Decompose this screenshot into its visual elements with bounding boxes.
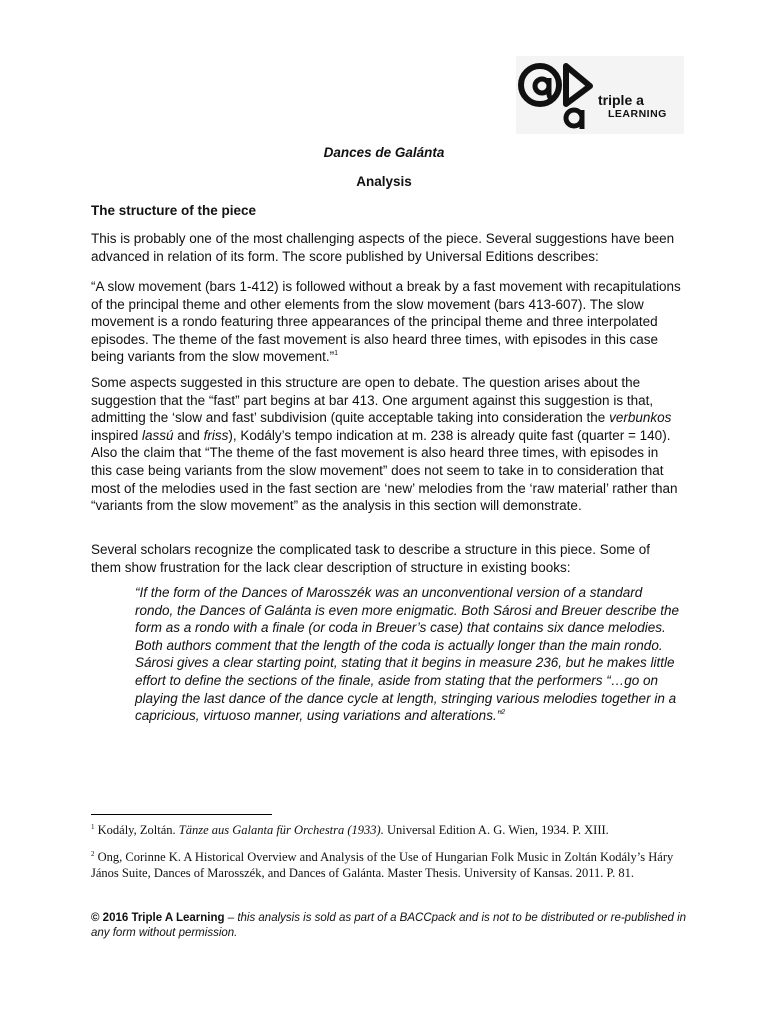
copyright-terms: – this analysis is sold as part of a BACCpack and is not to be distributed or re-published in any form without permission. [91, 912, 687, 939]
copyright-holder: © 2016 Triple A Learning [91, 912, 225, 924]
paragraph-score-quote [91, 278, 683, 366]
term-friss: friss [203, 427, 229, 443]
footnote-2-text: Ong, Corinne K. A Historical Overview and Analysis of the Use of Hungarian Folk Music in Zoltán Kodály’s Háry János Suite, Dances of Marosszék, and Dances of Galánta. Master Thesis. University of Kansas. 2011. P. 81. [91, 850, 674, 880]
term-lassu: lassú [142, 427, 174, 443]
section-heading: The structure of the piece [91, 203, 257, 218]
footnote-1-number: 1 [91, 823, 95, 831]
footnote-1-publisher: Universal Edition A. G. Wien, 1934. P. XIII. [383, 823, 609, 837]
copyright-notice [91, 911, 691, 941]
paragraph-debate [91, 374, 683, 515]
paragraph-scholars: Several scholars recognize the complicated task to describe a structure in this piece. Some of them show frustration for the lack clear description of structure in existing books: [91, 542, 651, 575]
term-verbunkos: verbunkos [609, 410, 672, 426]
footnote-ref-2[interactable]: 2 [501, 709, 506, 717]
debate-text-e: and [173, 427, 204, 443]
footnote-1-author: Kodály, Zoltán. [94, 823, 179, 837]
debate-text-c: inspired [91, 427, 143, 443]
score-quote-text: “A slow movement (bars 1-412) is followed without a break by a fast movement with recapitulations of the principal theme and other elements from the slow movement (bars 413-607). The slow movement is a rondo featuring three appearances of the principal theme and three interpolated episodes. The theme of the fast movement is also heard three times, with episodes in this case being variants from the slow movement.” [91, 279, 681, 365]
document-subtitle: Analysis [356, 174, 412, 189]
logo-text-learning: LEARNING [608, 108, 667, 120]
block-quote-text: “If the form of the Dances of Marosszék was an unconventional version of a standard rondo, the Dances of Galánta is even more enigmatic. Both Sárosi and Breuer describe the form as a rondo with a finale (or coda in Breuer’s case) that contains six dance melodies. Both authors comment that the length of the coda is actually longer than the main rondo. Sárosi gives a clear starting point, stating that it begins in measure 236, but he makes little effort to define the sections of the finale, aside from stating that the performers “…go on playing the last dance of the dance cycle at length, stringing various melodies together in a capricious, virtuoso manner, using variations and alterations.” [135, 585, 680, 724]
footnote-1-work: Tänze aus Galanta für Orchestra (1933). [178, 823, 384, 837]
footnote-2 [91, 849, 686, 881]
footnote-2-number: 2 [91, 850, 95, 858]
paragraph-intro: This is probably one of the most challenging aspects of the piece. Several suggestions have been advanced in relation of its form. The score published by Universal Editions describes: [91, 231, 675, 264]
block-quote [135, 584, 683, 725]
footnote-divider [91, 814, 272, 815]
triple-a-learning-logo [516, 56, 684, 134]
document-title: Dances de Galánta [323, 145, 445, 160]
logo-text-triple-a: triple a [598, 92, 644, 108]
footnote-ref-1[interactable]: 1 [334, 350, 339, 358]
debate-text-a: Some aspects suggested in this structure are open to debate. The question arises about the suggestion that the “fast” part begins at bar 413. One argument against this suggestion is that, admitting the ‘slow and fast’ subdivision (quite acceptable taking into consideration the [91, 375, 654, 426]
footnote-1 [91, 822, 686, 838]
debate-text-g: ), Kodály’s tempo indication at m. 238 is already quite fast (quarter = 140). Also the claim that “The theme of the fast movement is also heard three times, with episodes in this case being variants from the slow movement” does not seem to take in to consideration that most of the melodies used in the fast section are ‘new’ melodies from the ‘raw material’ rather than “variants from the slow movement” as the analysis in this section will demonstrate. [91, 427, 678, 514]
